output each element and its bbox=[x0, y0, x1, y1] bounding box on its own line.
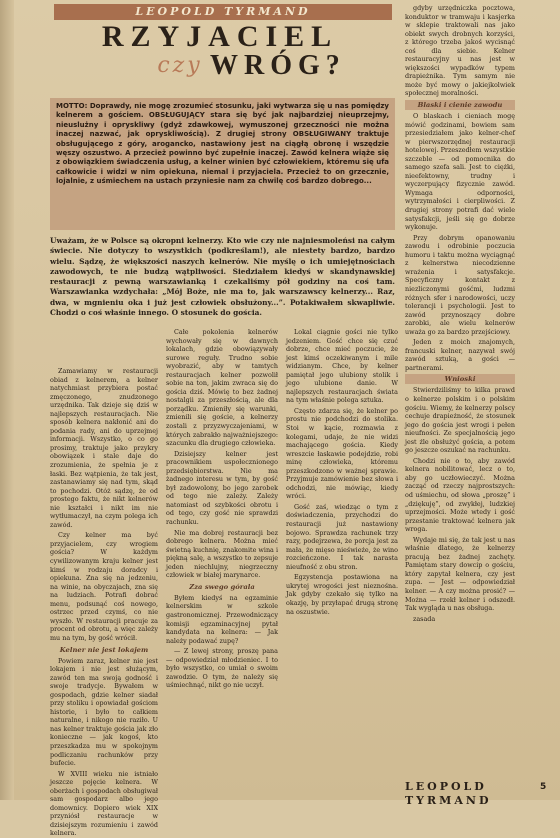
paragraph: Egzystencja postawiona na ukrytej wrogości jest nieznośna. Jak gdyby czekało się tylko na okazję, by przyłapać drugą stronę na oszustwie. bbox=[286, 573, 398, 616]
paragraph: Wydaje mi się, że tak jest u nas właśnie dlatego, że kelnerzy pracują bez żadnej zachęty. Pamiętam stary dowcip o gościu, który zapytał kelnera, czy jest zupa. — Jest — odpowiedział kelner. — A czy można prosić? — Można — rzekł kelner i odszedł. Tak wygląda u nas obsługa. bbox=[405, 535, 515, 613]
paragraph: Nie ma dobrej restauracji bez dobrego kelnera. Można mieć świetną kuchnię, znakomite wina i piękną salę, a wszystko to zepsuje jeden niechlujny, niegrzeczny człowiek w białej marynarce. bbox=[166, 528, 278, 580]
subheading-gorala: Zza swego górala bbox=[189, 582, 255, 591]
paragraph: Lokal ciągnie gości nie tylko jedzeniem. Gość chce się czuć dobrze, chce mieć poczucie, że jest kimś oczekiwanym i mile widzianym. Chce, by kelner pamiętał jego ulubiony stolik i jego ulubione danie. W najlepszych restauracjach świata na tym właśnie polega sztuka. bbox=[286, 328, 398, 405]
paragraph: Dzisiejszy kelner jest pracownikiem uspołecznionego przedsiębiorstwa. Nie ma żadnego interesu w tym, by gość był zadowolony, bo jego zarobek od tego nie zależy. Zależy natomiast od szybkości obrotu i od tego, czy gość nie sprawdzi rachunku. bbox=[166, 449, 278, 527]
paragraph: Zamawiamy w restauracji obiad z kelnerem, a kelner natychmiast przybiera postać zmęczonego, znudzonego urzędnika. Tak dzieje się dziś w najlepszych restauracjach. Nie sposób kelnera nakłonić ani do podania rady, ani do uprzejmej informacji. Wszystko, o co go prosimy, traktuje jako przykry obowiązek i stale daje do zrozumienia, że spełnia je z łaski. Bez wątpienia, że tak jest, zastanawiamy się nad tym, skąd to pochodzi. Otóż sądzę, że od prostego faktu, że nikt kelnerów nie kształci i nikt im nie wytłumaczył, na czym polega ich zawód. bbox=[50, 367, 158, 529]
page-binding-edge bbox=[0, 0, 14, 800]
intro-paragraph: Uważam, że w Polsce są okropni kelnerzy. Kto wie czy nie najniesmoleńsi na całym świecie. Nie dotyczy to wszystkich (podkreślam!), ale niestety bardzo, bardzo wielu. Sądzę, że większości naszych kelnerów. Nie myślę o ich umiejętnościach zawodowych, te nie budzą wątpliwości. Siedziałem kiedyś w skandynawskiej restauracji z pewną warszawianką i czekaliśmy pół godziny na coś tam. Warszawianka wzdychała: „Mój Boże, nie ma to, jak warszawscy kelnerzy... Raz, dwa, w mgnieniu oka i już jest człowiek obsłużony...”. Potakiwałem skwapliwie. Chodzi o coś właśnie innego. O stosunek do gościa. bbox=[50, 236, 395, 318]
paragraph: gdyby urzędniczka pocztowa, konduktor w tramwaju i kasjerka w sklepie traktowali nas jako obiekt swych drobnych korzyści, z którego trzeba jakoś wycisnąć coś dla siebie. Kelner restauracyjny u nas jest w większości wypadków typem drapieżnika. Tym samym nie może być mowy o jakiejkolwiek społecznej moralności. bbox=[405, 4, 515, 98]
paragraph: Stwierdziliśmy to kilka prawd o kelnerze polskim i o polskim gościu. Wiemy, że kelnerzy polscy cechuje drapieżność, że stosunek jego do gościa jest wrogi i pełen nieufności. Ze specjalnością jego jest źle obsłużyć gościa, a potem go jeszcze oszukać na rachunku. bbox=[405, 386, 515, 455]
paragraph: Powiem zaraz, kelner nie jest lokajem i nie jest służącym, zawód ten ma swoją godność i swoje tradycje. Bywałem w gospodach, gdzie kelner siadał przy stoliku i opowiadał gościom historie, i było to całkiem naturalne, i nikogo nie raziło. U nas kelner traktuje gościa jak zło konieczne — jak kogoś, kto przeszkadza mu w spokojnym podliczaniu rachunków przy bufecie. bbox=[50, 656, 158, 768]
subheading-blaski: Blaski i cienie zawodu bbox=[405, 100, 515, 110]
motto-box: MOTTO: Doprawdy, nie mogę zrozumieć stosunku, jaki wytwarza się u nas pomiędzy kelnerem a gościem. OBSŁUGUJĄCY stara się być jak najbardziej nieuprzejmy, nieuslużny i opryskliwy (gdyż zdawkowej, wymuszonej grzeczności nie można inaczej nazwać, jak opryskliwością). Z drugiej strony OBSŁUGIWANY traktuje obsługującego z góry, arogancko, nastawiony jest na ciągłą obronę i wszędzie węszy oszustwo. A przecież powinno być zupełnie inaczej. Zawód kelnera wiąże się z obowiązkiem świadczenia usług, a kelner winien być człowiekiem, któremu się ufa całkowicie i widzi w nim opiekuna, niemal i przyjaciela. Przecież to on grzecznie, lojalnie, z uśmiechem na ustach przyniesie nam za chwilę coś bardzo dobrego... bbox=[50, 98, 395, 230]
subheading-wnioski: Wnioski bbox=[405, 374, 515, 384]
subheading-kelner: Kelner nie jest lokajem bbox=[59, 645, 149, 654]
paragraph: Przy dobrym opanowaniu zawodu i odrobinie poczucia humoru i taktu można wyciągnąć z kelnerstwa niecodzienne wrażenia i satysfakcje. Specyficzny kontakt z niezliczonymi gośćmi, ludzmi różnych sfer i narodowości, uczy tolerancji i psychologii. Jest to zawód przynoszący dobre zarobki, ale wielu kelnerów uważa go za bardzo przejściowy. bbox=[405, 233, 515, 336]
paragraph: W XVIII wieku nie istniało jeszcze pojęcie kelnera. W oberżach i gospodach obsługiwał sam gospodarz albo jego domownicy. Dopiero wiek XIX przyniósł restauracje w dzisiejszym rozumieniu i zawód kelnera. bbox=[50, 769, 158, 838]
footer-author: LEOPOLD TYRMAND bbox=[405, 780, 492, 807]
paragraph: Często zdarza się, że kelner po prostu nie podchodzi do stolika. Stoi w kącie, rozmawia z kolegami, udaje, że nie widzi machającego gościa. Kiedy wreszcie łaskawie podejdzie, robi minę człowieka, któremu przeszkodzono w ważnej sprawie. Przyjmuje zamówienie bez słowa i odchodzi, nie mówiąc, kiedy wróci. bbox=[286, 406, 398, 501]
paragraph: Jeden z moich znajomych, francuski kelner, nazywał swój zawód sztuką, a gości — partnerami. bbox=[405, 338, 515, 372]
paragraph: Chodzi nie o to, aby zawód kelnera nobilitować, lecz o to, aby go uczłowieczyć. Można zacząć od rzeczy najprostszych: od uśmiechu, od słowa „proszę” i „dziękuję”, od zwykłej, ludzkiej uprzejmości. Może wtedy i gość przestanie traktować kelnera jak wroga. bbox=[405, 456, 515, 534]
text-column-2 bbox=[166, 328, 278, 777]
article-title-czy: czy bbox=[157, 53, 203, 78]
paragraph: Gość zaś, wiedząc o tym z doświadczenia, przychodzi do restauracji już nastawiony bojowo. Sprawdza rachunek trzy razy, podejrzewa, że porcja jest za mała, że mięso nieświeże, że wino rozcieńczone. I tak narasta nieufność z obu stron. bbox=[286, 502, 398, 571]
page-number: 5 bbox=[540, 782, 547, 792]
text-column-3 bbox=[286, 328, 398, 777]
paragraph-end: zasada bbox=[413, 614, 436, 623]
text-column-4 bbox=[405, 4, 515, 770]
paragraph: Czy kelner ma być przyjacielem, czy wrogiem gościa? W każdym cywilizowanym kraju kelner jest kimś w rodzaju doradcy i opiekuna. Zna się na jedzeniu, na winie, na obyczajach, zna się na ludziach. Potrafi dobrać menu, podsunąć coś nowego, ostrzec przed czymś, co nie wyszło. W restauracji pracuje za procent od obrotu, a więc zależy mu na tym, by gość wrócił. bbox=[50, 531, 158, 642]
paragraph: O blaskach i cieniach mogę mówić godzinami, bowiem sam przesiedziałem jako kelner-chef w pierwszorzędnej restauracji hotelowej. Przeszedłem wszystkie szczeble — od pomocnika do samego szefa sali. Jest to ciężki, nieefektowny, trudny i wyczerpujący fizycznie zawód. Wymaga odporności, wytrzymałości i cierpliwości. Z drugiej strony potrafi dać wiele satysfakcji, jeśli się go dobrze wykonuje. bbox=[405, 112, 515, 232]
paragraph: Całe pokolenia kelnerów wychowały się w dawnych lokalach, gdzie obowiązywały surowe reguły. Trudno sobie wyobrazić, aby w tamtych restauracjach kelner pozwolił sobie na ton, jakim zwraca się do gościa dziś. Mówię to bez żadnej nostalgii za przeszłością, ale dla porządku. Zmieniły się warunki, zmienili się goście, a kelnerzy zostali z przyzwyczajeniami, w których zabrakło najważniejszego: szacunku dla drugiego człowieka. bbox=[166, 328, 278, 448]
article-title-line2: WRÓG? bbox=[210, 50, 346, 81]
article-title-line1: RZYJACIEL bbox=[101, 20, 339, 53]
paragraph: — Z lewej strony, proszę pana — odpowiedział młodzieniec. I to było wszystko, co umiał o swoim zawodzie. O tym, że należy się uśmiechnąć, nikt go nie uczył. bbox=[166, 647, 278, 690]
text-column-1 bbox=[50, 367, 158, 838]
author-banner: LEOPOLD TYRMAND bbox=[54, 4, 392, 20]
paragraph: Byłem kiedyś na egzaminie kelnerskim w szkole gastronomicznej. Przewodniczący komisji egzaminacyjnej pytał kandydata na kelnera: — Jak należy podawać zupę? bbox=[166, 593, 278, 645]
